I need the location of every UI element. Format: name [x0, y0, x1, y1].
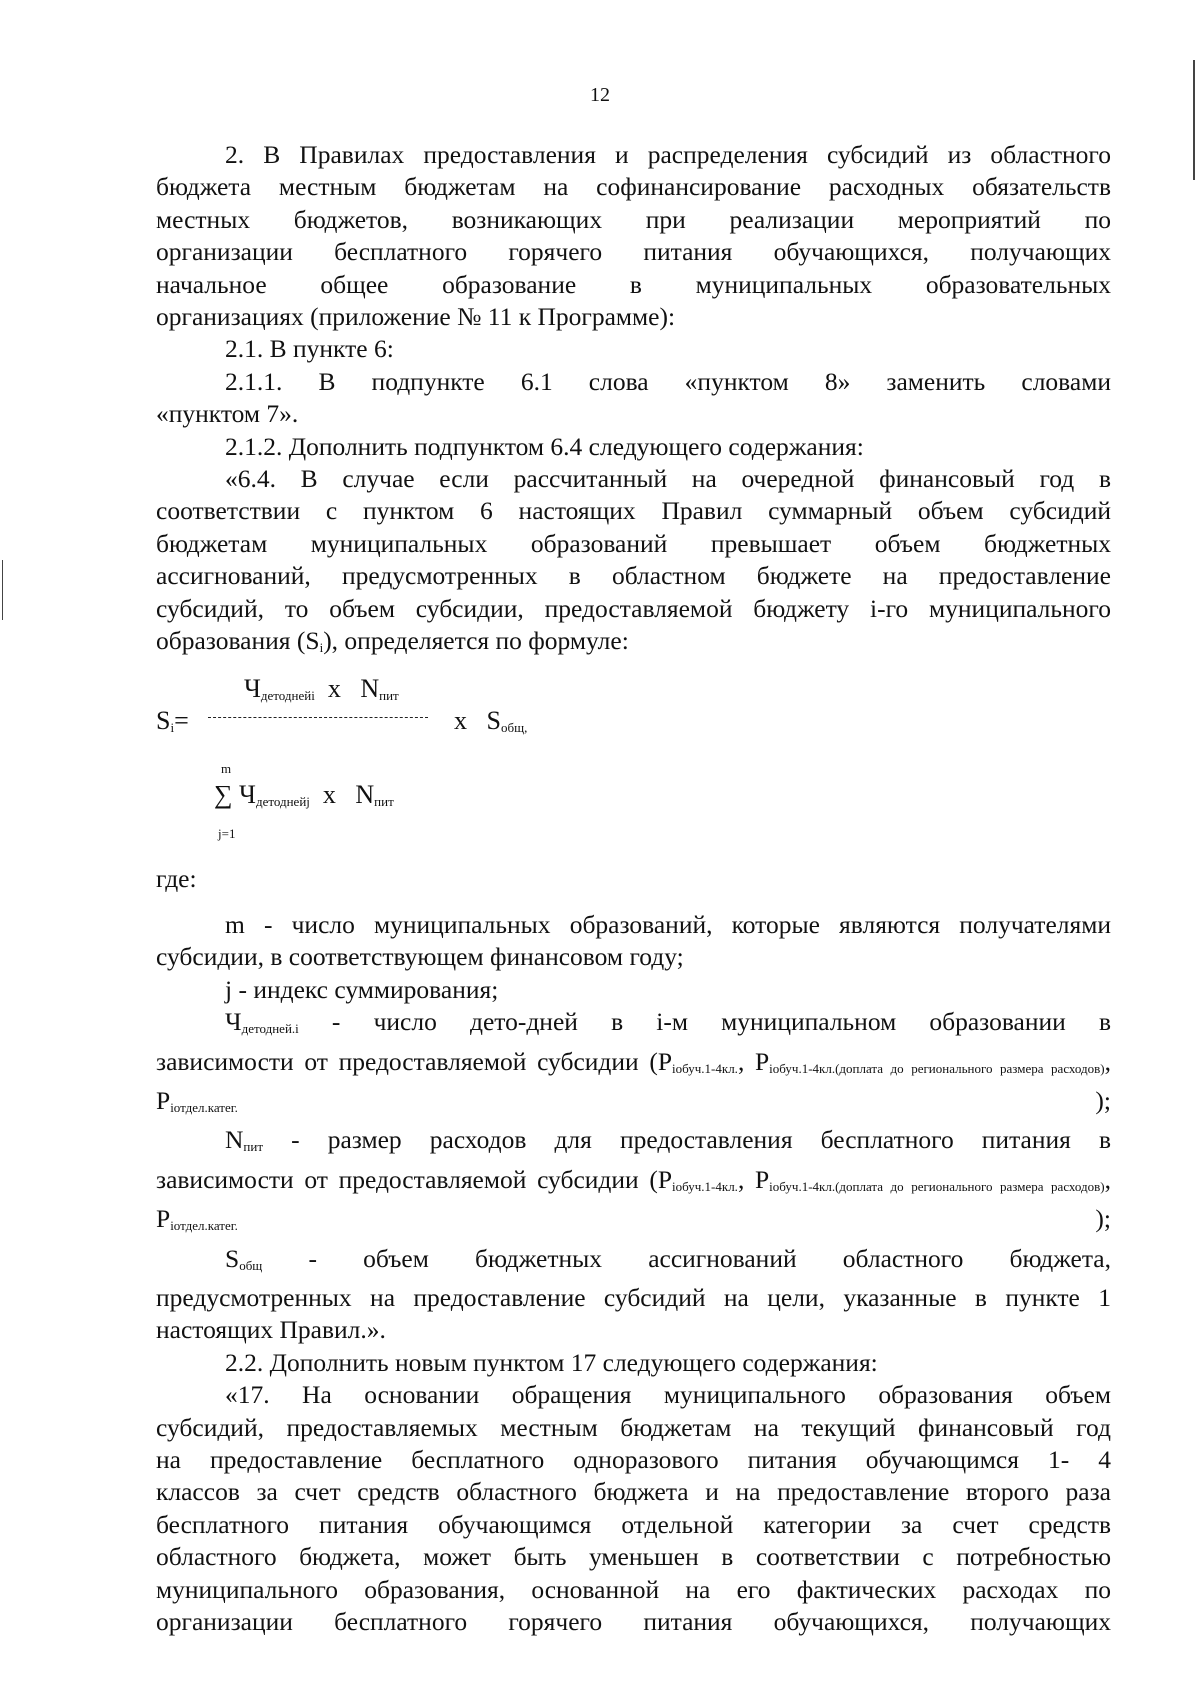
- paragraph-line: бюджетам муниципальных образований превышает объем бюджетных: [156, 528, 1111, 558]
- paragraph-line: начальное общее образование в муниципальных образовательных: [156, 269, 1111, 299]
- definition-j: j - индекс суммирования;: [225, 974, 499, 1004]
- paragraph-line: предусмотренных на предоставление субсидий на цели, указанные в пункте 1: [156, 1282, 1111, 1312]
- paragraph-line: бюджета местным бюджетам на софинансирование расходных обязательств: [156, 172, 1111, 202]
- paragraph: 2.1.2. Дополнить подпунктом 6.4 следующего содержания:: [225, 431, 864, 461]
- scan-edge-mark: [2, 560, 3, 620]
- paragraph-line: настоящих Правил.».: [156, 1315, 386, 1345]
- scan-edge-mark: [1193, 60, 1195, 180]
- paragraph-line: классов за счет средств областного бюджета и на предоставление второго раза: [156, 1477, 1111, 1507]
- paragraph-line: ассигнований, предусмотренных в областном бюджете на предоставление: [156, 561, 1111, 591]
- formula: [156, 667, 1111, 841]
- formula-denominator: ∑ $Ч_{детоднейj}$ x $N_{пит}$: [214, 779, 394, 809]
- formula-rhs: x $S_{общ,}$: [454, 705, 528, 735]
- sum-lower-limit: j=1: [218, 825, 236, 841]
- sum-upper-limit: m: [221, 760, 232, 776]
- paragraph-line: организациях (приложение № 11 к Программе):: [156, 302, 676, 332]
- page-number: 12: [590, 84, 610, 106]
- paragraph: «6.4. В случае если рассчитанный на очередной финансовый год в: [225, 464, 1111, 494]
- document-body: [156, 139, 1111, 1638]
- paragraph-line: образования $(S_i)$, определяется по формуле:: [156, 626, 629, 656]
- sigma-symbol: ∑: [214, 779, 233, 809]
- paragraph-line: организации бесплатного горячего питания обучающихся, получающих: [156, 237, 1111, 267]
- paragraph-line: муниципального образования, основанной на его фактических расходах по: [156, 1574, 1111, 1604]
- paragraph-line: на предоставление бесплатного одноразового питания обучающимся 1- 4: [156, 1445, 1111, 1474]
- paragraph: «17. На основании обращения муниципального образования объем: [225, 1380, 1111, 1410]
- paragraph-line: субсидий, то объем субсидии, предоставляемой бюджету i-го муниципального: [156, 593, 1111, 623]
- paragraph-line: бесплатного питания обучающимся отдельной категории за счет средств: [156, 1509, 1111, 1539]
- paragraph-line: местных бюджетов, возникающих при реализации мероприятий по: [156, 204, 1111, 234]
- paragraph-line: зависимости от предоставляемой субсидии ($P_{iобуч.1-4кл.}$, $P_{iобуч.1-4кл.(доплата до регионального размера расходов)}$, $P_{iотдел.катег.}$ );: [156, 1046, 1112, 1115]
- formula-lhs: $S_i=$: [156, 705, 189, 735]
- paragraph: 2.1.1. В подпункте 6.1 слова «пунктом 8» заменить словами: [225, 366, 1111, 396]
- definition-n: $N_{пит}$ - размер расходов для предоставления бесплатного питания в: [225, 1125, 1111, 1155]
- paragraph-line: субсидии, в соответствующем финансовом году;: [156, 942, 684, 972]
- paragraph-line: зависимости от предоставляемой субсидии ($P_{iобуч.1-4кл.}$, $P_{iобуч.1-4кл.(доплата до регионального размера расходов)}$, $P_{iотдел.катег.}$ );: [156, 1164, 1112, 1234]
- paragraph-line: субсидий, предоставляемых местным бюджетам на текущий финансовый год: [156, 1412, 1111, 1442]
- paragraph: 2.1. В пункте 6:: [225, 334, 394, 364]
- where-label: где:: [156, 863, 197, 893]
- paragraph-line: организации бесплатного горячего питания обучающихся, получающих: [156, 1607, 1111, 1637]
- paragraph-line: «пунктом 7».: [156, 399, 299, 429]
- paragraph: 2.2. Дополнить новым пунктом 17 следующего содержания:: [225, 1347, 878, 1377]
- formula-numerator: $Ч_{детоднейi}$ x $N_{пит}$: [244, 673, 399, 703]
- paragraph-line: соответствии с пунктом 6 настоящих Правил суммарный объем субсидий: [156, 496, 1111, 526]
- definition-m: m - число муниципальных образований, которые являются получателями: [225, 909, 1111, 939]
- definition-s: $S_{общ}$ - объем бюджетных ассигнований областного бюджета,: [225, 1243, 1111, 1273]
- definition-ch: $Ч_{детодней.i}$ - число дето-дней в i-м муниципальном образовании в: [225, 1007, 1111, 1037]
- fraction-line: [208, 717, 428, 718]
- paragraph-line: областного бюджета, может быть уменьшен в соответствии с потребностью: [156, 1542, 1111, 1572]
- paragraph: 2. В Правилах предоставления и распределения субсидий из областного: [225, 140, 1111, 169]
